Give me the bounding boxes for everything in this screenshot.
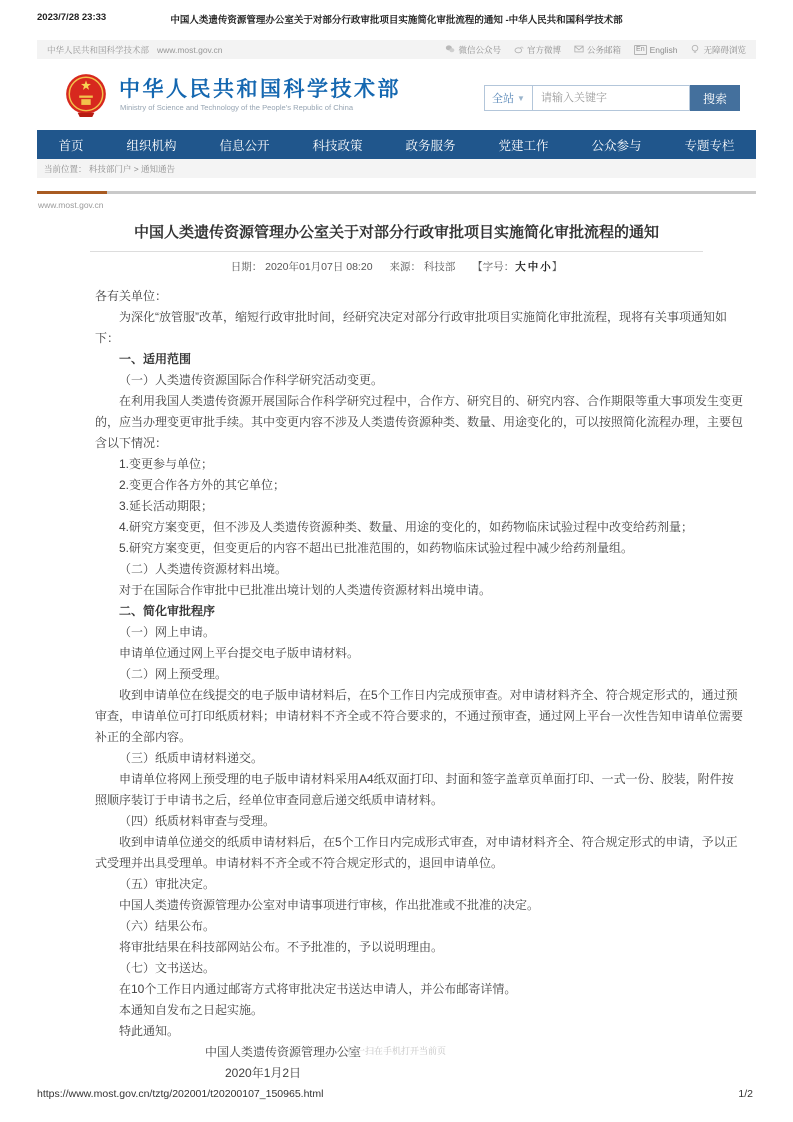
utility-link-label: 官方微博 (527, 44, 562, 55)
article-date: 日期： 2020年01月07日 08:20 (230, 261, 373, 273)
utility-link-weibo[interactable] (514, 44, 561, 56)
utility-link-label: English (649, 44, 678, 55)
fontsize-large[interactable]: 大 (515, 261, 526, 273)
utility-link-wechat[interactable] (445, 44, 501, 56)
nav-item-special-topics[interactable]: 专题专栏 (684, 138, 735, 153)
qr-scan-hint: 扫一扫在手机打开当前页 (346, 1046, 446, 1056)
article-paragraph: （一）网上申请。 (119, 625, 216, 639)
utility-link-label: 无障碍浏览 (703, 44, 746, 55)
article-paragraph: （二）人类遗传资源材料出境。 (119, 562, 288, 576)
nav-item-public-participation[interactable]: 公众参与 (591, 138, 642, 153)
nav-item-info-disclosure[interactable]: 信息公开 (219, 138, 270, 153)
article-paragraph: 对于在国际合作审批中已批准出境计划的人类遗传资源材料出境申请。 (119, 583, 492, 597)
article-paragraph: 2020年1月2日 (225, 1066, 302, 1080)
utility-link-mail[interactable] (574, 44, 621, 56)
nav-item-home[interactable]: 首页 (58, 138, 84, 153)
utility-bar (37, 40, 756, 59)
article-section-heading: 一、适用范围 (119, 352, 192, 366)
article-meta (60, 259, 733, 274)
search-input[interactable] (532, 85, 690, 111)
utility-site-url: www.most.gov.cn (157, 44, 223, 55)
article-paragraph: 4.研究方案变更，但不涉及人类遗传资源种类、数量、用途的变化的，如药物临床试验过程中改变给药剂量； (119, 520, 694, 534)
mail-icon (574, 44, 584, 56)
article-paragraph: （六）结果公布。 (119, 919, 216, 933)
article-paragraph: 3.延长活动期限； (119, 499, 214, 513)
article-paragraph: 各有关单位： (95, 289, 168, 303)
article-paragraph: 申请单位将网上预受理的电子版申请材料采用A4纸双面打印、封面和签字盖章页单面打印、一式一份、胶装，附件按照顺序装订于申请书之后，经单位审查同意后递交纸质申请材料。 (95, 772, 734, 807)
article-paragraph: 申请单位通过网上平台提交电子版申请材料。 (119, 646, 360, 660)
article-paragraph: （三）纸质申请材料递交。 (119, 751, 264, 765)
article-paragraph: 在10个工作日内通过邮寄方式将审批决定书送达申请人，并公布邮寄详情。 (119, 982, 517, 996)
fontsize-small[interactable]: 小 (540, 261, 551, 273)
utility-link-label: 微信公众号 (458, 44, 501, 55)
wechat-icon (445, 44, 455, 56)
article-section-heading: 二、简化审批程序 (119, 604, 216, 618)
accessibility-icon (690, 44, 700, 56)
article-paragraph: 在利用我国人类遗传资源开展国际合作科学研究过程中，合作方、研究目的、研究内容、合作期限等重大事项发生变更的，应当办理变更审批手续。其中变更内容不涉及人类遗传资源种类、数量、用途变化的，可以按照简化流程办理，主要包含以下情况： (95, 394, 744, 450)
article-paragraph: 1.变更参与单位； (119, 457, 214, 471)
print-datetime: 2023/7/28 23:33 (37, 12, 107, 23)
national-emblem-logo (63, 72, 109, 118)
fontsize-buttons (514, 261, 552, 273)
org-name-cn: 中华人民共和国科学技术部 (119, 78, 401, 101)
article-title: 中国人类遗传资源管理办公室关于对部分行政审批项目实施简化审批流程的通知 (133, 225, 659, 241)
article-paragraph: （七）文书送达。 (119, 961, 216, 975)
weibo-icon (514, 44, 524, 56)
nav-item-gov-services[interactable]: 政务服务 (405, 138, 456, 153)
search-scope-select[interactable] (484, 85, 532, 111)
article-paragraph: 5.研究方案变更，但变更后的内容不超出已批准范围的，如药物临床试验过程中减少给药剂量组。 (119, 541, 634, 555)
article-source: 来源： 科技部 (389, 261, 456, 273)
section-rule-accent (37, 191, 107, 194)
fontsize-suffix: 】 (551, 261, 563, 273)
title-divider (90, 251, 703, 252)
print-header-title: 中国人类遗传资源管理办公室关于对部分行政审批项目实施简化审批流程的通知 -中华人民共和国科学技术部 (170, 15, 623, 26)
article-paragraph: （二）网上预受理。 (119, 667, 228, 681)
article-paragraph: 中国人类遗传资源管理办公室对申请事项进行审核，作出批准或不批准的决定。 (119, 898, 540, 912)
masthead (37, 59, 756, 130)
article-paragraph: （四）纸质材料审查与受理。 (119, 814, 276, 828)
print-header (37, 10, 756, 26)
utility-links (445, 44, 746, 56)
article-paragraph: 收到申请单位递交的纸质申请材料后，在5个工作日内完成形式审查，对申请材料齐全、符合规定形式的申请，予以正式受理并出具受理单。申请材料不齐全或不符合规定形式的，退回申请单位。 (95, 835, 738, 870)
nav-item-party-building[interactable]: 党建工作 (498, 138, 549, 153)
search-scope-value: 全站 (492, 93, 515, 105)
article-paragraph: 收到申请单位在线提交的电子版申请材料后，在5个工作日内完成预审查。对申请材料齐全、符合规定形式的，通过预审查，申请单位可打印纸质材料；申请材料不齐全或不符合要求的，不通过预审查，通过网上平台一次性告知申请单位需要补正的全部内容。 (95, 688, 744, 744)
en-icon: En (636, 45, 645, 53)
utility-site-identity (47, 44, 223, 56)
fontsize-medium[interactable]: 中 (527, 261, 539, 273)
print-page-number: 1/2 (738, 1088, 753, 1100)
article-paragraph: （五）审批决定。 (119, 877, 216, 891)
main-nav (37, 130, 756, 159)
article-paragraph: 为深化“放管服”改革，缩短行政审批时间，经研究决定对部分行政审批项目实施简化审批流程，现将有关事项通知如下： (95, 310, 727, 345)
article-paragraph: 2.变更合作各方外的其它单位； (119, 478, 286, 492)
article-watermark: www.most.gov.cn (38, 200, 104, 210)
site-search (484, 85, 740, 111)
breadcrumb[interactable] (37, 159, 756, 178)
search-button[interactable]: 搜索 (690, 85, 740, 111)
article-paragraph: 将审批结果在科技部网站公布。不予批准的，予以说明理由。 (119, 940, 444, 954)
utility-link-label: 公务邮箱 (587, 44, 622, 55)
chevron-down-icon: ▼ (517, 93, 525, 103)
article-paragraph: 特此通知。 (119, 1024, 180, 1038)
section-rule (37, 191, 756, 194)
article-paragraph: 中国人类遗传资源管理办公室 (205, 1045, 362, 1059)
print-source-url: https://www.most.gov.cn/tztg/202001/t20200107_150965.html (37, 1088, 324, 1100)
utility-link-english[interactable] (634, 45, 677, 55)
org-name-en: Ministry of Science and Technology of the People's Republic of China (120, 103, 354, 112)
article-paragraph: （一）人类遗传资源国际合作科学研究活动变更。 (119, 373, 384, 387)
breadcrumb-text: 当前位置： 科技部门户 > 通知通告 (44, 163, 176, 174)
nav-item-organization[interactable]: 组织机构 (126, 138, 177, 153)
nav-item-sci-tech-policy[interactable]: 科技政策 (312, 138, 363, 153)
utility-site-name: 中华人民共和国科学技术部 (47, 44, 150, 55)
fontsize-prefix: 【字号： (472, 261, 515, 273)
article-body (95, 286, 745, 1084)
article-paragraph: 本通知自发布之日起实施。 (119, 1003, 264, 1017)
utility-link-accessibility[interactable] (690, 44, 746, 56)
